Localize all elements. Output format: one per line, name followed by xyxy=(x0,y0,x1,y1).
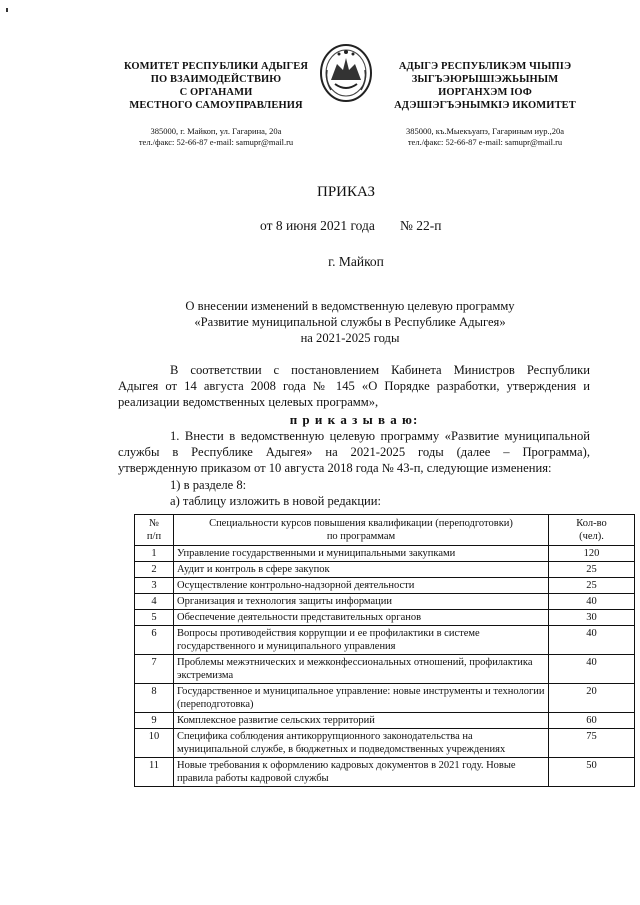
row-number: 7 xyxy=(135,655,174,684)
header-count xyxy=(549,515,635,546)
row-count: 75 xyxy=(549,729,635,758)
row-number: 4 xyxy=(135,594,174,610)
row-count: 30 xyxy=(549,610,635,626)
table-row xyxy=(135,655,635,684)
paragraph-line: реализации ведомственных целевых программ», xyxy=(118,395,379,409)
row-specialty: Аудит и контроль в сфере закупок xyxy=(174,562,549,578)
row-specialty: Специфика соблюдения антикоррупционного законодательства на муниципальной службе, в бюджетных и подведомственных учреждениях xyxy=(174,729,549,758)
table-row xyxy=(135,713,635,729)
paragraph-line: 1. Внести в ведомственную целевую программу «Развитие муниципальной xyxy=(170,429,590,443)
header-number-line: № xyxy=(148,518,160,529)
paragraph-line: утвержденную приказом от 10 августа 2018 года № 43-п, следующие изменения: xyxy=(118,461,552,475)
header-number xyxy=(135,515,174,546)
row-number: 6 xyxy=(135,626,174,655)
left-address-line: 385000, г. Майкоп, ул. Гагарина, 20а xyxy=(150,126,282,136)
row-specialty: Вопросы противодействия коррупции и ее профилактики в системе государственного и муниципального управления xyxy=(174,626,549,655)
row-count: 60 xyxy=(549,713,635,729)
row-number: 3 xyxy=(135,578,174,594)
left-org-line: КОМИТЕТ РЕСПУБЛИКИ АДЫГЕЯ xyxy=(123,61,309,72)
preamble-paragraph xyxy=(118,362,590,410)
table-row xyxy=(135,578,635,594)
row-specialty: Проблемы межэтнических и межконфессиональных отношений, профилактика экстремизма xyxy=(174,655,549,684)
row-count: 25 xyxy=(549,578,635,594)
left-org-name xyxy=(118,60,314,112)
table-row xyxy=(135,562,635,578)
right-org-name xyxy=(378,60,592,112)
right-contacts-line: тел./факс: 52-66-87 e-mail: samupr@mail.ru xyxy=(407,137,563,147)
row-count: 25 xyxy=(549,562,635,578)
row-specialty: Новые требования к оформлению кадровых документов в 2021 году. Новые правила работы кадровой службы xyxy=(174,758,549,787)
row-count: 120 xyxy=(549,546,635,562)
sub-item-a: а) таблицу изложить в новой редакции: xyxy=(170,494,382,508)
table-row xyxy=(135,684,635,713)
row-number: 11 xyxy=(135,758,174,787)
table-row xyxy=(135,610,635,626)
right-address xyxy=(378,126,592,148)
sub-item-1: 1) в разделе 8: xyxy=(170,478,247,492)
header-number-line: п/п xyxy=(146,531,162,542)
table-row xyxy=(135,594,635,610)
courses-table xyxy=(134,514,635,787)
subject-line: на 2021-2025 годы xyxy=(300,331,400,345)
header-specialty xyxy=(174,515,549,546)
scan-mark xyxy=(6,8,8,12)
left-org-line: МЕСТНОГО САМОУПРАВЛЕНИЯ xyxy=(129,100,303,111)
table-header-row xyxy=(135,515,635,546)
document-number: № 22-п xyxy=(400,218,442,233)
row-number: 10 xyxy=(135,729,174,758)
left-address xyxy=(118,126,314,148)
paragraph-line: В соответствии с постановлением Кабинета Министров Республики xyxy=(170,363,590,377)
document-city: г. Майкоп xyxy=(328,254,384,269)
right-org-line: ЗЫГЪЭЮРЫШIЭЖЬЫНЫМ xyxy=(411,74,559,85)
header-specialty-line: по программам xyxy=(326,531,396,542)
document-subject xyxy=(140,298,560,346)
coat-of-arms-emblem xyxy=(317,40,375,104)
subject-line: О внесении изменений в ведомственную целевую программу xyxy=(185,299,515,313)
row-specialty: Управление государственными и муниципальными закупками xyxy=(174,546,549,562)
header-specialty-line: Специальности курсов повышения квалификации (переподготовки) xyxy=(209,518,513,529)
subject-line: «Развитие муниципальной службы в Республике Адыгея» xyxy=(194,315,506,329)
row-count: 40 xyxy=(549,655,635,684)
row-specialty: Государственное и муниципальное управление: новые инструменты и технологии (переподготовка) xyxy=(174,684,549,713)
header-count-line: (чел). xyxy=(579,531,604,542)
row-count: 20 xyxy=(549,684,635,713)
row-specialty: Комплексное развитие сельских территорий xyxy=(174,713,549,729)
row-count: 50 xyxy=(549,758,635,787)
row-count: 40 xyxy=(549,594,635,610)
row-count: 40 xyxy=(549,626,635,655)
table-row xyxy=(135,729,635,758)
row-number: 5 xyxy=(135,610,174,626)
left-org-line: С ОРГАНАМИ xyxy=(179,87,253,98)
document-date: от 8 июня 2021 года xyxy=(260,218,375,233)
right-org-line: ИОРГАНХЭМ IОФ xyxy=(438,87,532,98)
left-org-line: ПО ВЗАИМОДЕЙСТВИЮ xyxy=(150,74,282,85)
right-address-line: 385000, къ.Мыекъуапэ, Гагариным иур.,20а xyxy=(405,126,565,136)
row-specialty: Организация и технология защиты информации xyxy=(174,594,549,610)
row-number: 2 xyxy=(135,562,174,578)
table-row xyxy=(135,546,635,562)
paragraph-line: службы в Республике Адыгея» на 2021-2025 годы (далее – Программа), xyxy=(118,445,590,459)
row-specialty: Обеспечение деятельности представительных органов xyxy=(174,610,549,626)
header-count-line: Кол-во xyxy=(576,518,607,529)
document-title: ПРИКАЗ xyxy=(317,184,375,200)
right-org-line: АДЫГЭ РЕСПУБЛИКЭМ ЧIЫПIЭ xyxy=(398,61,572,72)
row-number: 9 xyxy=(135,713,174,729)
paragraph-line: Адыгея от 14 августа 2008 года № 145 «О Порядке разработки, утверждения и xyxy=(118,379,590,393)
right-org-line: АДЭШIЭГЪЭНЫМКIЭ ИКОМИТЕТ xyxy=(394,100,576,111)
row-number: 8 xyxy=(135,684,174,713)
left-contacts-line: тел./факс: 52-66-87 e-mail: samupr@mail.ru xyxy=(138,137,294,147)
table-row xyxy=(135,758,635,787)
row-number: 1 xyxy=(135,546,174,562)
item-1-paragraph xyxy=(118,428,590,476)
table-row xyxy=(135,626,635,655)
order-word: п р и к а з ы в а ю: xyxy=(289,412,419,427)
row-specialty: Осуществление контрольно-надзорной деятельности xyxy=(174,578,549,594)
